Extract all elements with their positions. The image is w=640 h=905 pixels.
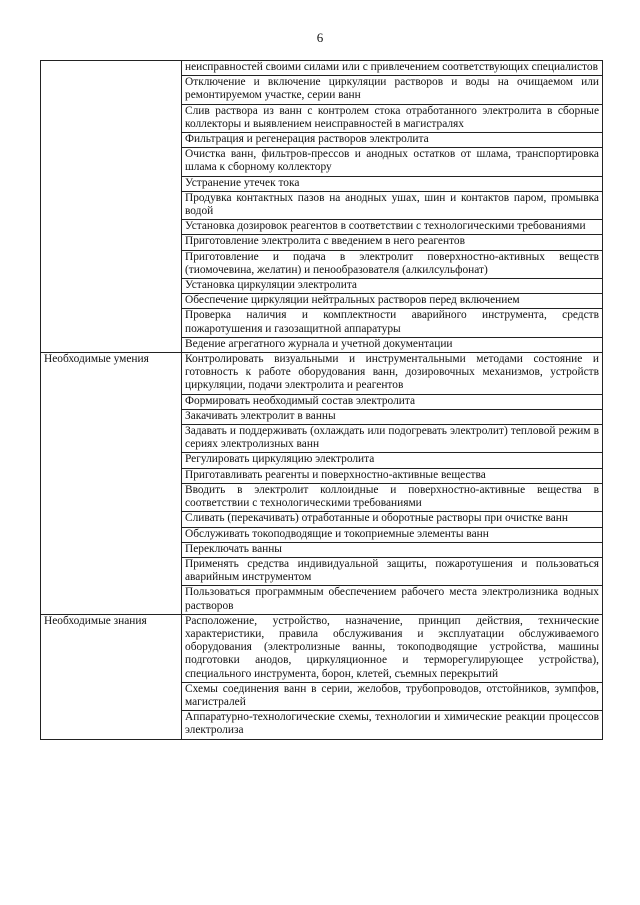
section-label: Необходимые умения [41, 353, 182, 615]
requirement-item: Обеспечение циркуляции нейтральных растворов перед включением [182, 294, 603, 309]
table-row [41, 61, 603, 76]
section-label [41, 61, 182, 353]
requirement-item: Применять средства индивидуальной защиты, пожаротушения и пользоваться аварийным инструментом [182, 557, 603, 585]
table-row [41, 614, 603, 682]
requirement-item: Пользоваться программным обеспечением рабочего места электролизника водных растворов [182, 586, 603, 614]
page-number: 6 [316, 30, 324, 45]
requirement-item: Приготовление электролита с введением в него реагентов [182, 235, 603, 250]
requirement-item: Обслуживать токоподводящие и токоприемные элементы ванн [182, 527, 603, 542]
requirement-item: Продувка контактных пазов на анодных ушах, шин и контактов паром, промывка водой [182, 191, 603, 219]
requirement-item: Контролировать визуальными и инструментальными методами состояние и готовность к работе оборудования ванн, дозировочных механизмов, устройств циркуляции, подачи электролита и реагентов [182, 353, 603, 395]
requirement-item: Устранение утечек тока [182, 176, 603, 191]
requirement-item: Ведение агрегатного журнала и учетной документации [182, 337, 603, 352]
table-row [41, 353, 603, 395]
requirement-item: Приготовление и подача в электролит поверхностно-активных веществ (тиомочевина, желатин) и пенообразователя (алкилсульфонат) [182, 250, 603, 278]
requirement-item: Установка дозировок реагентов в соответствии с технологическими требованиями [182, 220, 603, 235]
requirement-item: Переключать ванны [182, 542, 603, 557]
requirement-item: Аппаратурно-технологические схемы, технологии и химические реакции процессов электролиза [182, 711, 603, 739]
requirement-item: неисправностей своими силами или с привлечением соответствующих специалистов [182, 61, 603, 76]
competency-table-body [41, 61, 603, 740]
requirement-item: Закачивать электролит в ванны [182, 409, 603, 424]
requirement-item: Отключение и включение циркуляции растворов и воды на очищаемом или ремонтируемом участке, серии ванн [182, 76, 603, 104]
section-label: Необходимые знания [41, 614, 182, 739]
requirement-item: Фильтрация и регенерация растворов электролита [182, 133, 603, 148]
requirement-item: Слив раствора из ванн с контролем стока отработанного электролита в сборные коллекторы и выявлением неисправностей в магистралях [182, 104, 603, 132]
requirement-item: Схемы соединения ванн в серии, желобов, трубопроводов, отстойников, зумпфов, магистралей [182, 682, 603, 710]
requirement-item: Вводить в электролит коллоидные и поверхностно-активные вещества в соответствии с технологическими требованиями [182, 483, 603, 511]
requirement-item: Сливать (перекачивать) отработанные и оборотные растворы при очистке ванн [182, 512, 603, 527]
requirement-item: Задавать и поддерживать (охлаждать или подогревать электролит) тепловой режим в сериях электролизных ванн [182, 425, 603, 453]
competency-table [40, 60, 603, 740]
requirement-item: Регулировать циркуляцию электролита [182, 453, 603, 468]
requirement-item: Очистка ванн, фильтров-прессов и анодных остатков от шлама, транспортировка шлама к сборному коллектору [182, 148, 603, 176]
requirement-item: Установка циркуляции электролита [182, 279, 603, 294]
requirement-item: Проверка наличия и комплектности аварийного инструмента, средств пожаротушения и газозащитной аппаратуры [182, 309, 603, 337]
requirement-item: Приготавливать реагенты и поверхностно-активные вещества [182, 468, 603, 483]
requirement-item: Формировать необходимый состав электролита [182, 394, 603, 409]
requirement-item: Расположение, устройство, назначение, принцип действия, технические характеристики, правила обслуживания и эксплуатации обслуживаемого оборудования (электролизные ванны, токоподводящие устройства, машины подготовки анодов, циркуляционное и терморегулирующее устройства), специального инструмента, борон, клетей, съемных перекрытий [182, 614, 603, 682]
